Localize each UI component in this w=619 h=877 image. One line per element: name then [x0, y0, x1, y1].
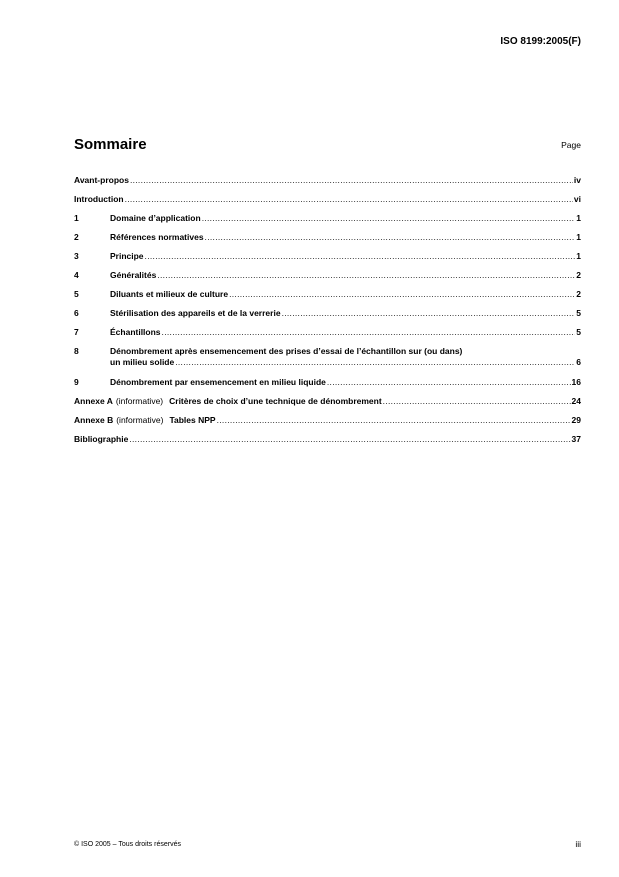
page-column-label: Page	[561, 140, 581, 150]
toc-entry-number: 3	[74, 251, 79, 261]
toc-entry-page: 2	[576, 289, 581, 299]
dot-leader	[175, 357, 575, 368]
toc-entry-title: Généralités	[110, 270, 157, 280]
footer-copyright: © ISO 2005 – Tous droits réservés	[74, 841, 181, 848]
toc-entry-number: 1	[74, 213, 79, 223]
toc-entry-2[interactable]	[74, 232, 581, 251]
toc-entry-page: 5	[576, 308, 581, 318]
toc-entry-title: Stérilisation des appareils et de la verrerie	[110, 308, 281, 318]
toc-annex-kind: (informative)	[116, 415, 164, 425]
toc-entry-title: Tables NPP	[169, 415, 216, 425]
toc-entry-bibliographie[interactable]	[74, 434, 581, 453]
toc-entry-page: 29	[571, 415, 581, 425]
document-id: ISO 8199:2005(F)	[500, 36, 581, 47]
page-title: Sommaire	[74, 136, 147, 153]
dot-leader	[145, 251, 576, 262]
toc-annex-label: Annexe B	[74, 415, 114, 425]
toc-entry-avant-propos[interactable]	[74, 175, 581, 194]
toc-entry-page: 1	[576, 232, 581, 242]
dot-leader	[205, 232, 576, 243]
toc-entry-page: 6	[576, 357, 581, 367]
toc-entry-3[interactable]	[74, 251, 581, 270]
toc-entry-page: 24	[571, 396, 581, 406]
toc-entry-number: 8	[74, 346, 79, 356]
toc-entry-introduction[interactable]	[74, 194, 581, 213]
dot-leader	[217, 415, 571, 426]
dot-leader	[327, 377, 571, 388]
toc-entry-title: Introduction	[74, 194, 124, 204]
dot-leader	[229, 289, 575, 300]
toc-entry-title: Critères de choix d’une technique de dénombrement	[169, 396, 382, 406]
toc-entry-title: Dénombrement après ensemencement des prises d’essai de l’échantillon sur (ou dans)	[110, 346, 463, 356]
toc-entry-title: Avant-propos	[74, 175, 129, 185]
toc-entry-annexe-a[interactable]	[74, 396, 581, 415]
toc-entry-9[interactable]	[74, 377, 581, 396]
toc-entry-7[interactable]	[74, 327, 581, 346]
toc-entry-page: 1	[576, 251, 581, 261]
toc-entry-page: vi	[573, 194, 581, 204]
footer-page-number: iii	[575, 839, 581, 849]
toc-entry-page: 2	[576, 270, 581, 280]
toc-entry-title-continuation: un milieu solide	[110, 357, 175, 367]
dot-leader	[129, 434, 570, 445]
toc-entry-8[interactable]	[74, 346, 581, 377]
toc-entry-number: 2	[74, 232, 79, 242]
dot-leader	[162, 327, 576, 338]
table-of-contents	[74, 175, 581, 453]
toc-annex-kind: (informative)	[115, 396, 164, 406]
dot-leader	[202, 213, 576, 224]
toc-entry-5[interactable]	[74, 289, 581, 308]
dot-leader	[157, 270, 575, 281]
toc-entry-title: Diluants et milieux de culture	[110, 289, 229, 299]
toc-entry-title: Dénombrement par ensemencement en milieu liquide	[110, 377, 326, 387]
toc-entry-title: Bibliographie	[74, 434, 129, 444]
toc-entry-number: 9	[74, 377, 79, 387]
toc-entry-6[interactable]	[74, 308, 581, 327]
dot-leader	[383, 396, 571, 407]
dot-leader	[130, 175, 573, 186]
dot-leader	[282, 308, 576, 319]
toc-entry-title: Principe	[110, 251, 144, 261]
toc-entry-number: 6	[74, 308, 79, 318]
toc-entry-title: Références normatives	[110, 232, 204, 242]
toc-entry-page: 1	[576, 213, 581, 223]
toc-entry-page: 16	[571, 377, 581, 387]
dot-leader	[125, 194, 573, 205]
toc-entry-page: iv	[573, 175, 581, 185]
toc-entry-page: 5	[576, 327, 581, 337]
toc-entry-title: Domaine d’application	[110, 213, 201, 223]
toc-entry-1[interactable]	[74, 213, 581, 232]
toc-entry-page: 37	[571, 434, 581, 444]
toc-entry-annexe-b[interactable]	[74, 415, 581, 434]
toc-entry-number: 4	[74, 270, 79, 280]
toc-entry-number: 7	[74, 327, 79, 337]
toc-entry-4[interactable]	[74, 270, 581, 289]
toc-entry-title: Échantillons	[110, 327, 161, 337]
toc-annex-label: Annexe A	[74, 396, 113, 406]
toc-entry-number: 5	[74, 289, 79, 299]
